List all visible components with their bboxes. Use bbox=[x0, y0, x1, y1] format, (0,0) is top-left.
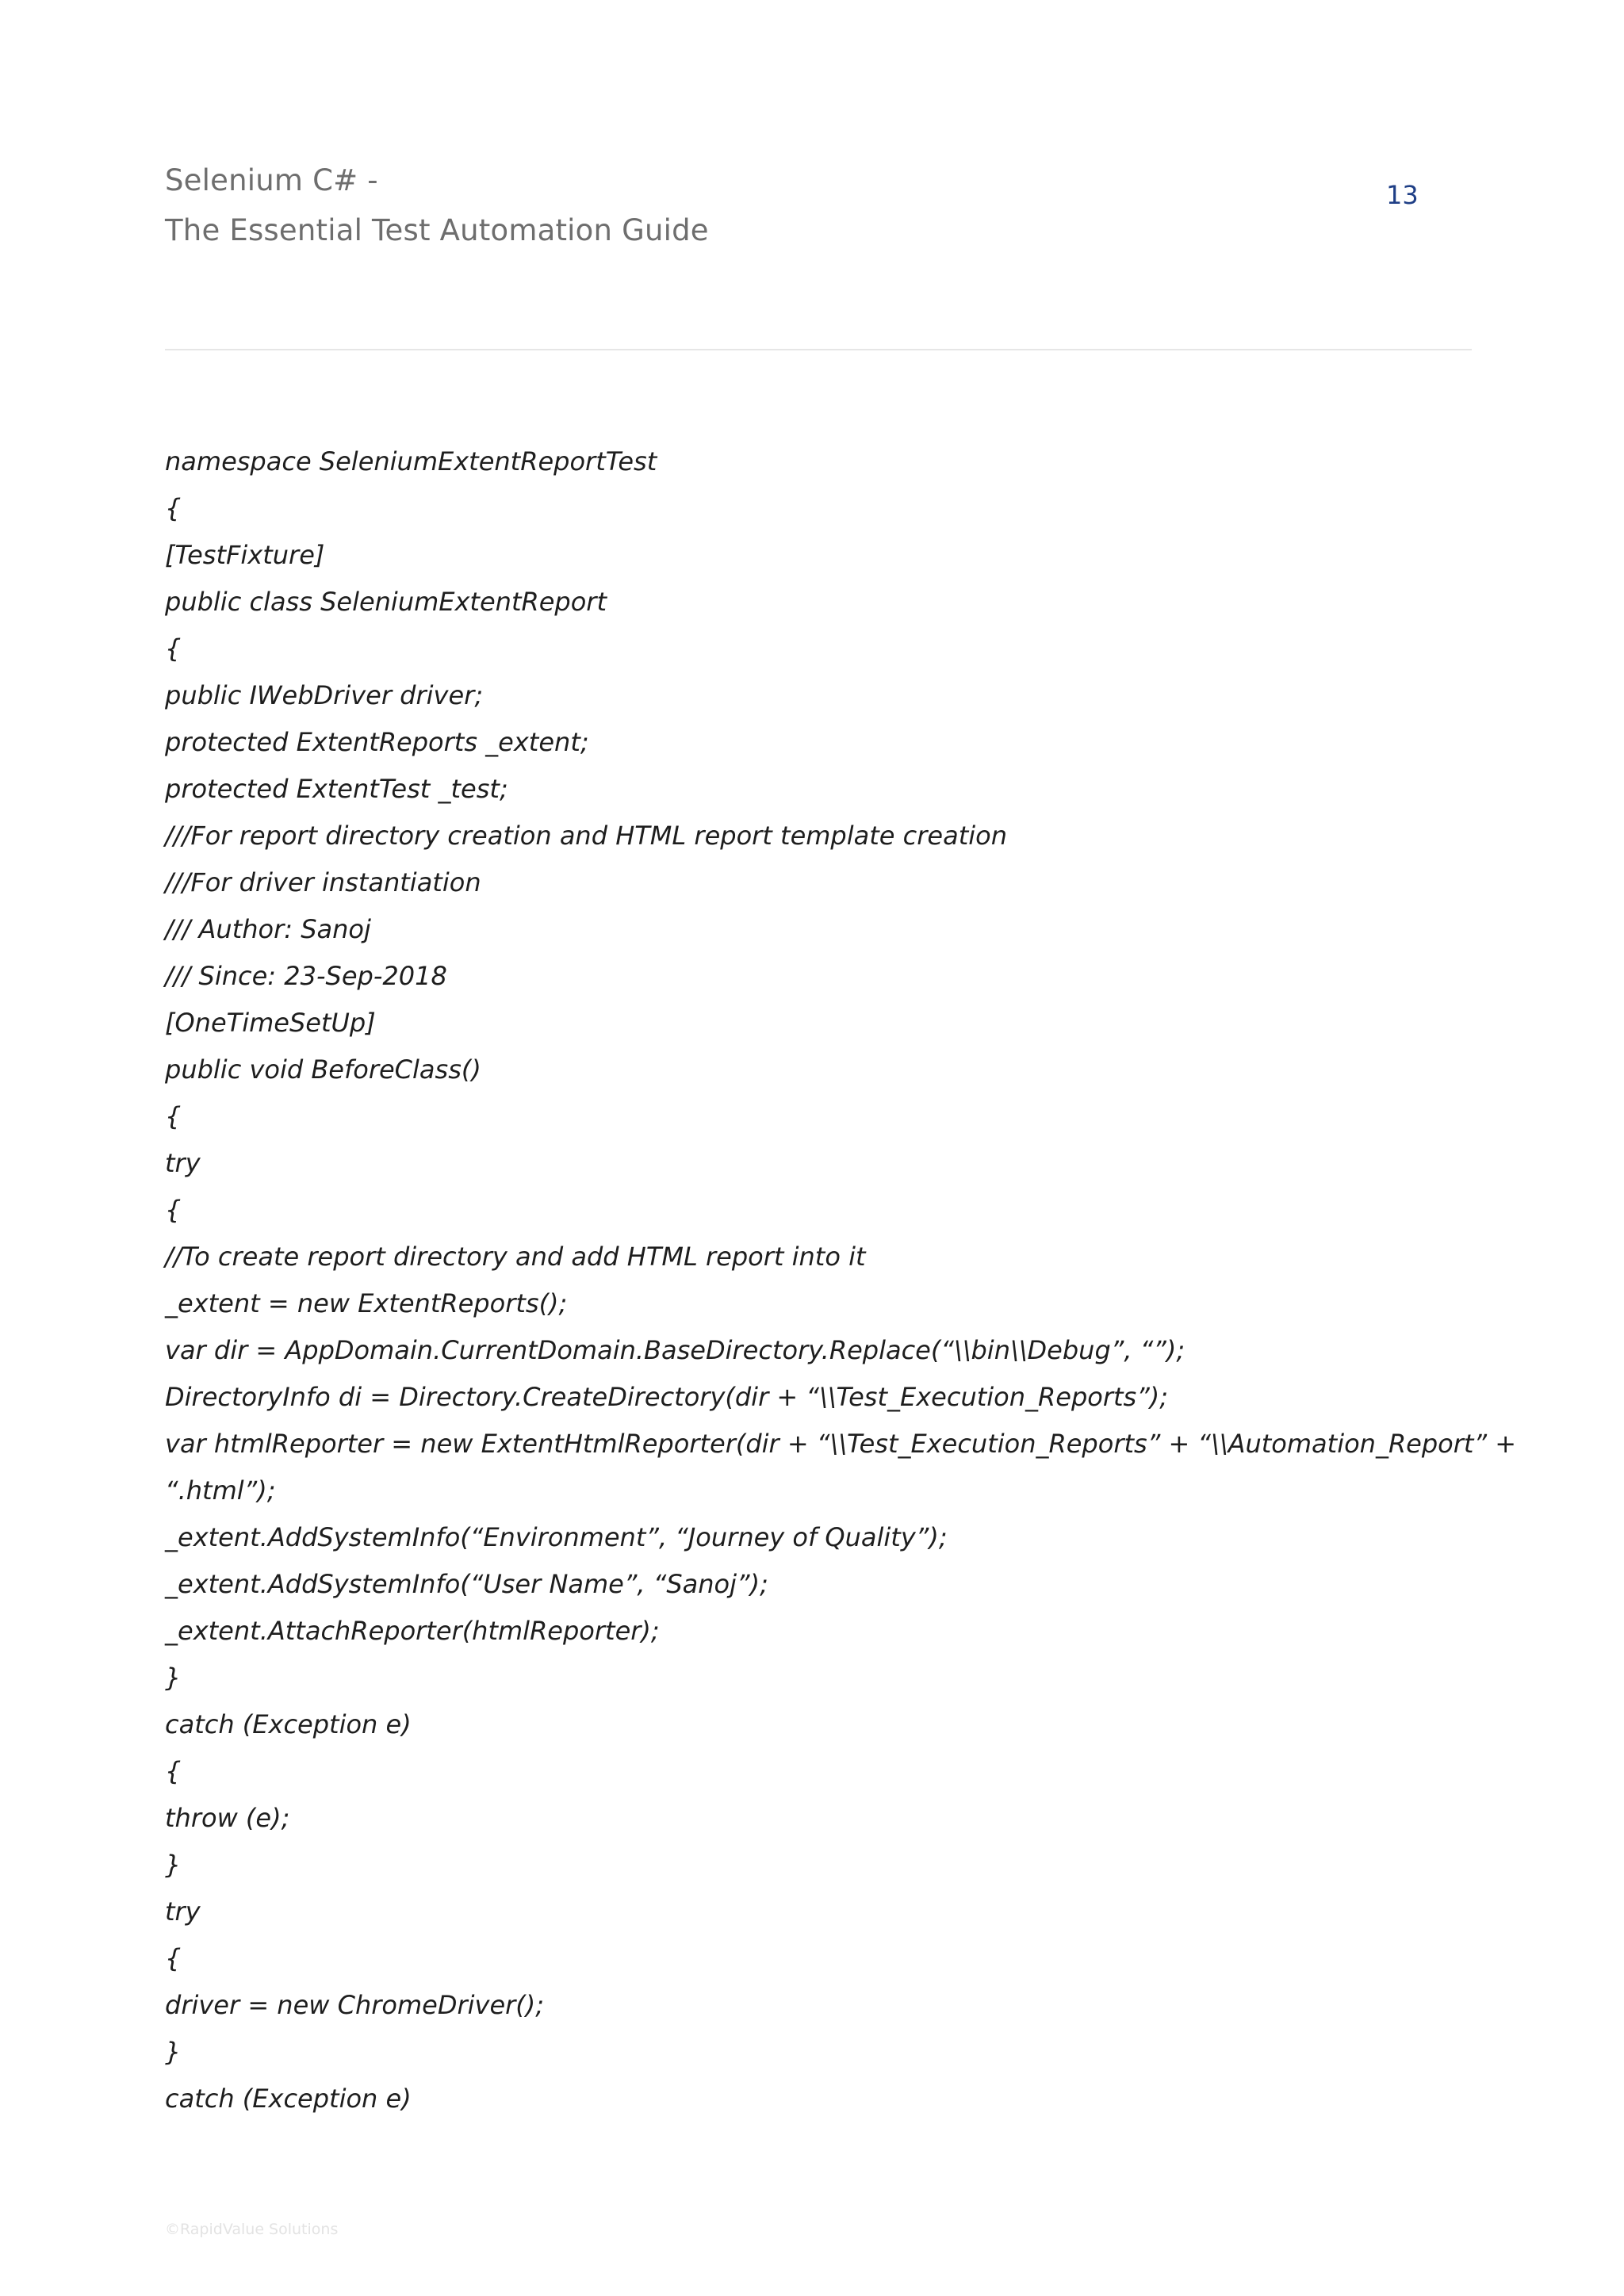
code-line: [OneTimeSetUp] bbox=[165, 1008, 376, 1038]
code-line: public void BeforeClass() bbox=[165, 1054, 481, 1085]
code-line: { bbox=[165, 1756, 182, 1786]
code-line: namespace SeleniumExtentReportTest bbox=[165, 446, 657, 476]
code-line: var htmlReporter = new ExtentHtmlReporter(dir + “\\Test_Execution_Reports” + “\\Automation_Report” + bbox=[165, 1429, 1517, 1459]
code-listing bbox=[165, 438, 1517, 2122]
code-line: catch (Exception e) bbox=[165, 2084, 412, 2114]
code-line: try bbox=[165, 1148, 201, 1178]
code-line: protected ExtentReports _extent; bbox=[165, 727, 589, 757]
code-line: throw (e); bbox=[165, 1803, 290, 1833]
code-line: var dir = AppDomain.CurrentDomain.BaseDirectory.Replace(“\\bin\\Debug”, “”); bbox=[165, 1335, 1185, 1365]
code-line: { bbox=[165, 493, 182, 523]
code-line: _extent.AttachReporter(htmlReporter); bbox=[165, 1616, 660, 1646]
footer-copyright: ©RapidValue Solutions bbox=[165, 2221, 339, 2238]
code-line: catch (Exception e) bbox=[165, 1709, 412, 1739]
header-title-line-1: Selenium C# - bbox=[165, 163, 378, 197]
header-divider bbox=[165, 349, 1472, 350]
header-title-line-2: The Essential Test Automation Guide bbox=[165, 213, 709, 247]
code-line: public IWebDriver driver; bbox=[165, 680, 484, 710]
code-line: ///For report directory creation and HTML report template creation bbox=[165, 821, 1007, 851]
code-line: { bbox=[165, 633, 182, 664]
code-line: /// Since: 23-Sep-2018 bbox=[165, 961, 447, 991]
code-line: { bbox=[165, 1943, 182, 1973]
code-line: try bbox=[165, 1896, 201, 1927]
code-line: } bbox=[165, 2037, 182, 2067]
code-line: /// Author: Sanoj bbox=[165, 914, 371, 944]
code-line: //To create report directory and add HTML report into it bbox=[165, 1242, 866, 1272]
code-line: { bbox=[165, 1101, 182, 1131]
code-line: _extent.AddSystemInfo(“User Name”, “Sanoj”); bbox=[165, 1569, 768, 1599]
code-line: } bbox=[165, 1850, 182, 1880]
code-line: DirectoryInfo di = Directory.CreateDirectory(dir + “\\Test_Execution_Reports”); bbox=[165, 1382, 1169, 1412]
code-line: [TestFixture] bbox=[165, 540, 325, 570]
code-line: “.html”); bbox=[165, 1475, 276, 1506]
page-header bbox=[165, 155, 709, 255]
code-line: } bbox=[165, 1663, 182, 1693]
code-line: driver = new ChromeDriver(); bbox=[165, 1990, 545, 2020]
code-line: ///For driver instantiation bbox=[165, 867, 481, 897]
code-line: { bbox=[165, 1195, 182, 1225]
page-number: 13 bbox=[1386, 180, 1419, 210]
code-line: protected ExtentTest _test; bbox=[165, 774, 508, 804]
code-line: _extent = new ExtentReports(); bbox=[165, 1288, 568, 1318]
code-line: _extent.AddSystemInfo(“Environment”, “Journey of Quality”); bbox=[165, 1522, 948, 1552]
code-line: public class SeleniumExtentReport bbox=[165, 587, 607, 617]
